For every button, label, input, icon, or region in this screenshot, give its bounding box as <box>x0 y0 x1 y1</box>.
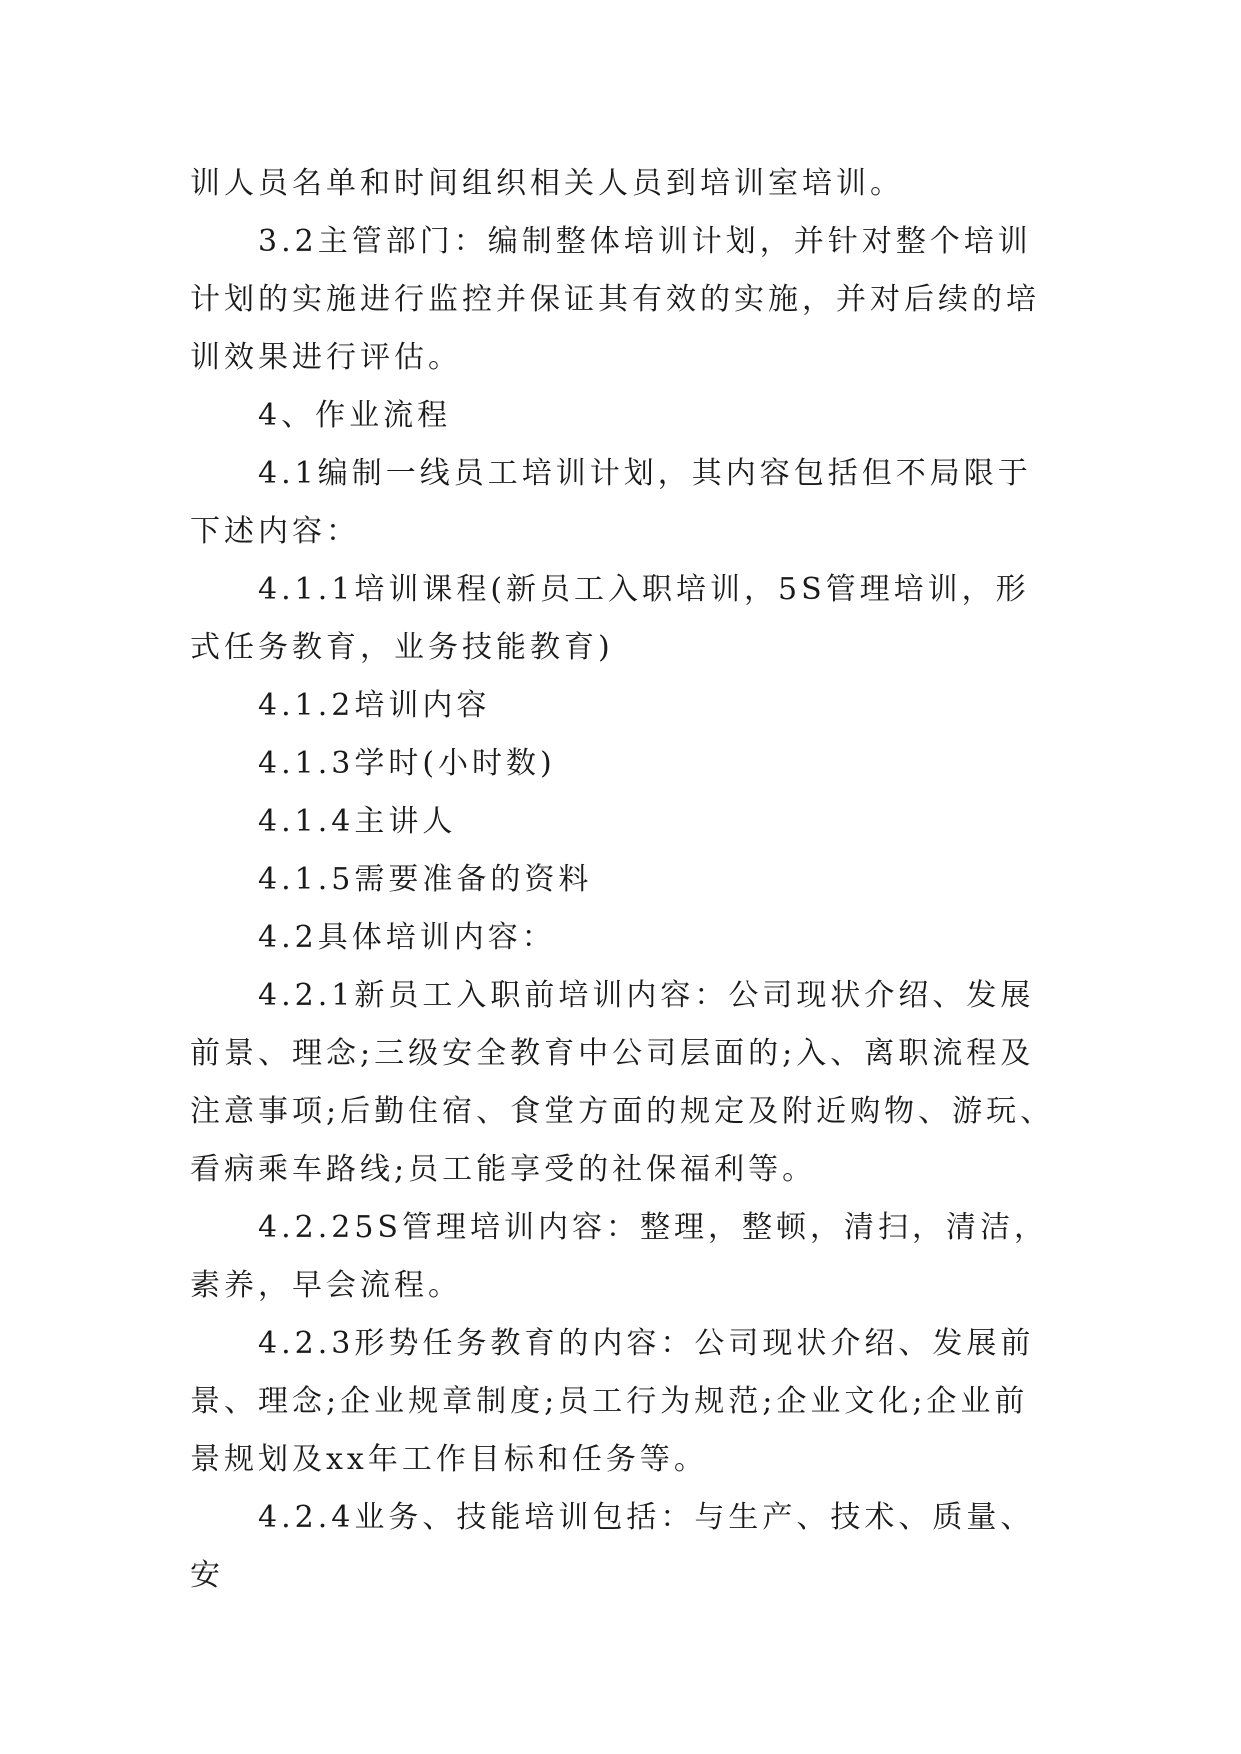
paragraph: 4.2.3形势任务教育的内容：公司现状介绍、发展前景、理念;企业规章制度;员工行为规范;企业文化;企业前景规划及xx年工作目标和任务等。 <box>190 1326 1035 1477</box>
paragraph: 4.2具体培训内容： <box>258 920 556 955</box>
list-item: 4.1.3学时(小时数) <box>258 746 556 781</box>
list-item: 4.1.1培训课程(新员工入职培训，5S管理培训，形式任务教育，业务技能教育) <box>190 572 1030 665</box>
paragraph: 训人员名单和时间组织相关人员到培训室培训。 <box>190 166 904 201</box>
paragraph: 4.2.25S管理培训内容：整理，整顿，清扫，清洁，素养，早会流程。 <box>190 1210 1048 1303</box>
list-item: 4.1.5需要准备的资料 <box>258 862 593 897</box>
paragraph: 4.2.1新员工入职前培训内容：公司现状介绍、发展前景、理念;三级安全教育中公司层面的;入、离职流程及注意事项;后勤住宿、食堂方面的规定及附近购物、游玩、看病乘车路线;员工能享受的社保福利等。 <box>190 978 1055 1187</box>
paragraph: 3.2主管部门：编制整体培训计划，并针对整个培训计划的实施进行监控并保证其有效的实施，并对后续的培训效果进行评估。 <box>190 224 1040 375</box>
document-body <box>190 155 1060 1605</box>
list-item: 4.1.2培训内容 <box>258 688 491 723</box>
paragraph: 4.2.4业务、技能培训包括：与生产、技术、质量、安 <box>190 1500 1035 1593</box>
list-item: 4.1.4主讲人 <box>258 804 457 839</box>
section-heading: 4、作业流程 <box>258 398 452 433</box>
paragraph: 4.1编制一线员工培训计划，其内容包括但不局限于下述内容： <box>190 456 1032 549</box>
